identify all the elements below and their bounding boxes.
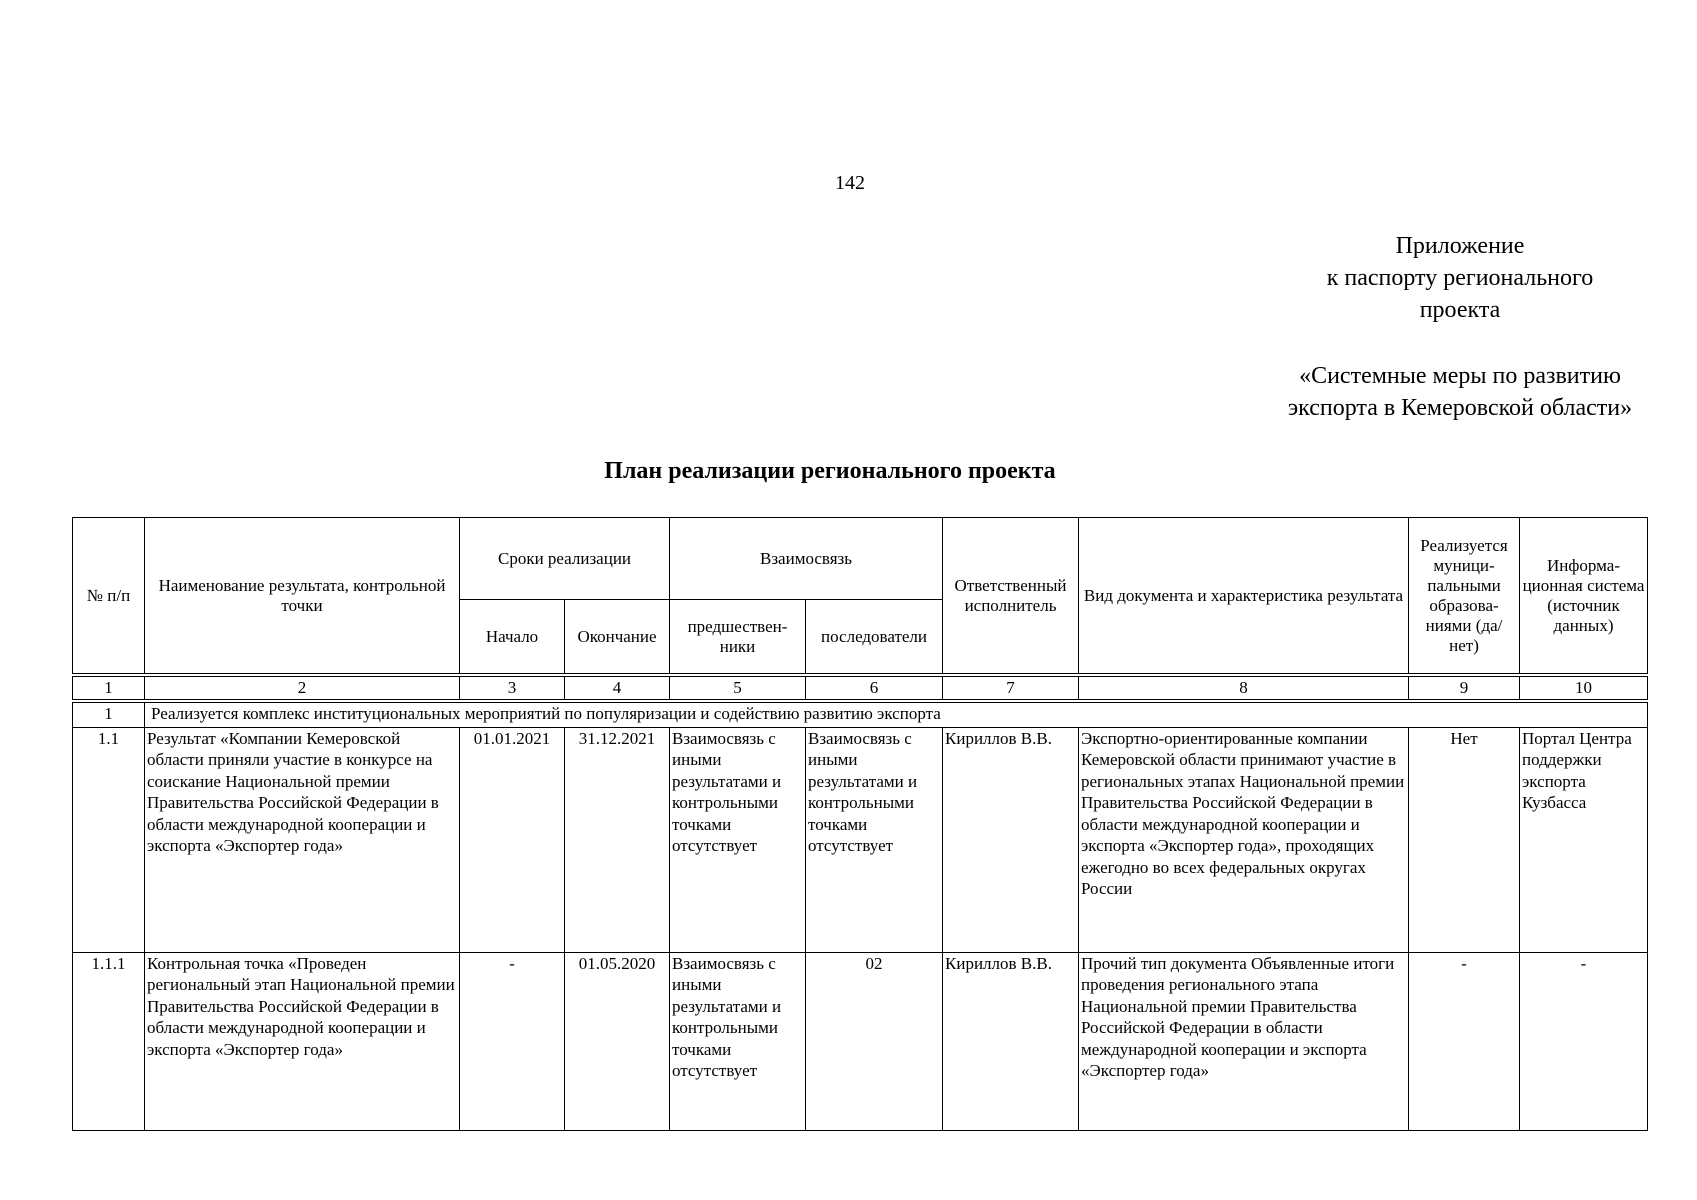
appendix-line: к паспорту регионального	[1326, 265, 1594, 291]
row-predecessors: Взаимосвязь с иными результатами и контрольными точками отсутствует	[670, 952, 806, 1130]
header-num: № п/п	[73, 518, 145, 674]
row-num: 1.1	[73, 727, 145, 952]
appendix-line: Приложение	[1395, 233, 1525, 259]
row-municipal: -	[1409, 952, 1520, 1130]
row-responsible: Кириллов В.В.	[943, 727, 1079, 952]
row-num: 1.1.1	[73, 952, 145, 1130]
appendix-line: проекта	[1419, 297, 1501, 323]
page-number: 142	[835, 172, 865, 194]
column-number: 7	[943, 677, 1079, 700]
header-responsible: Ответственный исполнитель	[943, 518, 1079, 674]
row-responsible: Кириллов В.В.	[943, 952, 1079, 1130]
project-name-line: «Системные меры по развитию	[1299, 363, 1621, 389]
row-successors: Взаимосвязь с иными результатами и контрольными точками отсутствует	[806, 727, 943, 952]
header-name: Наименование результата, контрольной точки	[145, 518, 460, 674]
section-num: 1	[73, 702, 145, 727]
row-info-system: Портал Центра поддержки экспорта Кузбасса	[1520, 727, 1648, 952]
header-relation: Взаимосвязь	[670, 518, 943, 600]
row-doc-type: Экспортно-ориентированные компании Кемеровской области принимают участие в региональных этапах Национальной премии Правительства Российской Федерации в области международной кооперации и экспорта «Экспортер года», проходящих ежегодно во всех федеральных округах России	[1079, 727, 1409, 952]
row-successors: 02	[806, 952, 943, 1130]
implementation-plan-table	[72, 517, 1648, 1131]
section-text: Реализуется комплекс институциональных мероприятий по популяризации и содействию развитию экспорта	[145, 702, 1648, 727]
header-successors: последователи	[806, 600, 943, 674]
column-number: 6	[806, 677, 943, 700]
header-terms: Сроки реализации	[460, 518, 670, 600]
column-number: 1	[73, 677, 145, 700]
column-number: 9	[1409, 677, 1520, 700]
column-number: 2	[145, 677, 460, 700]
header-predecessors: предшествен-ники	[670, 600, 806, 674]
section-row	[73, 702, 1648, 727]
column-number: 8	[1079, 677, 1409, 700]
column-number: 4	[565, 677, 670, 700]
column-number: 3	[460, 677, 565, 700]
column-number-row	[73, 677, 1648, 700]
document-title: План реализации регионального проекта	[604, 458, 1056, 484]
table-row	[73, 727, 1648, 952]
row-municipal: Нет	[1409, 727, 1520, 952]
row-name: Результат «Компании Кемеровской области приняли участие в конкурсе на соискание Национальной премии Правительства Российской Федерации в области международной кооперации и экспорта «Экспортер года»	[145, 727, 460, 952]
column-number: 10	[1520, 677, 1648, 700]
project-name	[1200, 360, 1697, 424]
header-doc-type: Вид документа и характеристика результата	[1079, 518, 1409, 674]
row-predecessors: Взаимосвязь с иными результатами и контрольными точками отсутствует	[670, 727, 806, 952]
header-end: Окончание	[565, 600, 670, 674]
header-info-system: Информа-ционная система (источник данных)	[1520, 518, 1648, 674]
row-name: Контрольная точка «Проведен региональный этап Национальной премии Правительства Российской Федерации в области международной кооперации и экспорта «Экспортер года»	[145, 952, 460, 1130]
header-municipal: Реализуется муници-пальными образова-ниями (да/нет)	[1409, 518, 1520, 674]
project-name-line: экспорта в Кемеровской области»	[1287, 395, 1633, 421]
header-start: Начало	[460, 600, 565, 674]
appendix-heading	[1200, 230, 1697, 326]
row-start: 01.01.2021	[460, 727, 565, 952]
row-start: -	[460, 952, 565, 1130]
row-doc-type: Прочий тип документа Объявленные итоги проведения регионального этапа Национальной премии Правительства Российской Федерации в области международной кооперации и экспорта «Экспортер года»	[1079, 952, 1409, 1130]
row-end: 31.12.2021	[565, 727, 670, 952]
row-info-system: -	[1520, 952, 1648, 1130]
table-row	[73, 952, 1648, 1130]
row-end: 01.05.2020	[565, 952, 670, 1130]
header-row	[73, 518, 1648, 600]
column-number: 5	[670, 677, 806, 700]
